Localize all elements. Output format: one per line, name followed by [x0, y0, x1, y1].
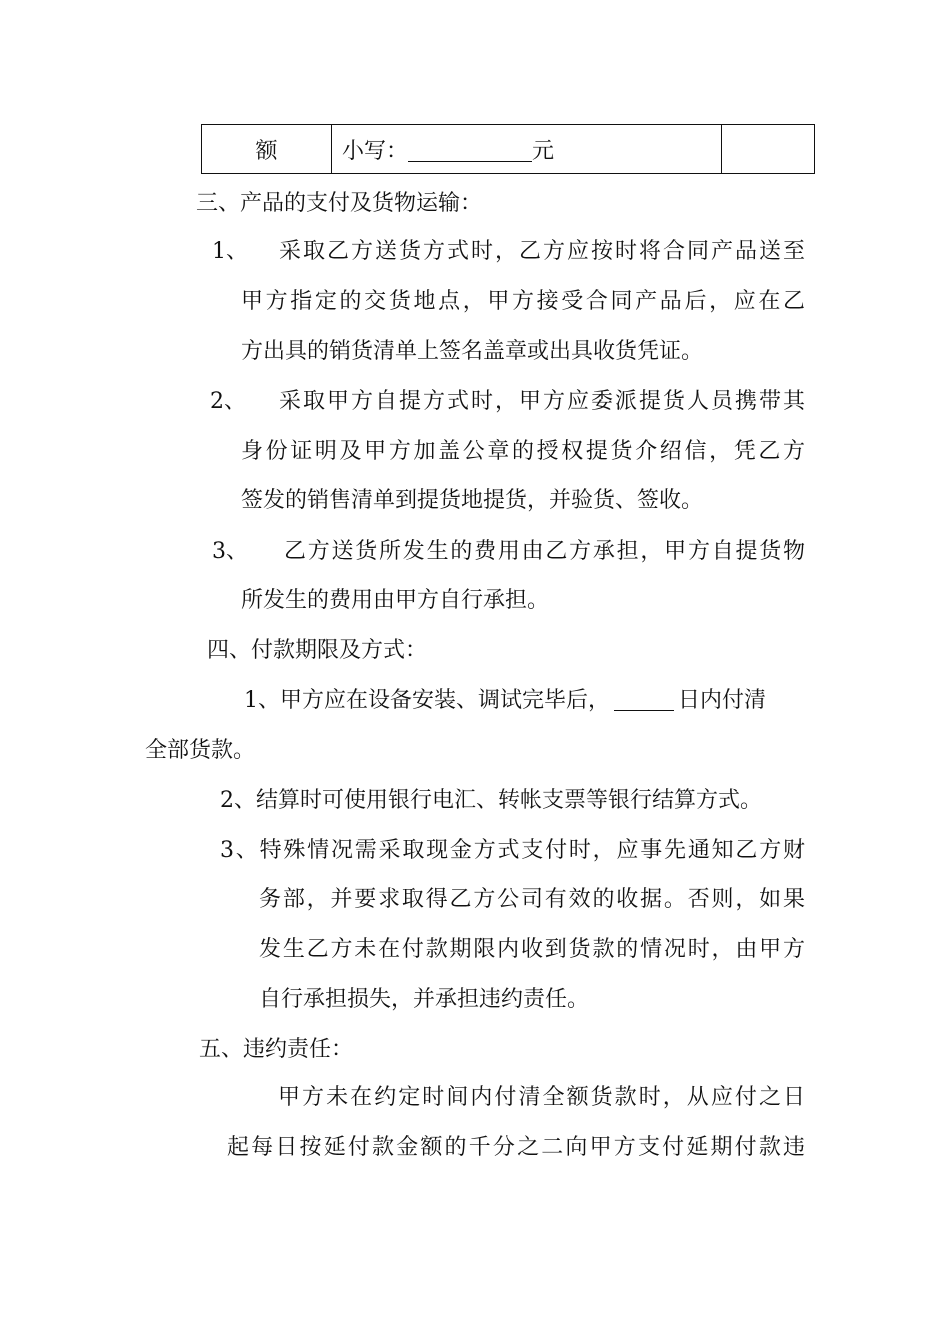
amount-table-row — [201, 124, 815, 174]
section3-item3-number: 3、 — [212, 539, 248, 564]
amount-empty-cell — [722, 125, 814, 173]
amount-blank[interactable] — [408, 137, 532, 162]
section4-item1-line1 — [244, 686, 805, 716]
section3-item3-line2: 所发生的费用由甲方自行承担。 — [241, 588, 550, 613]
amount-label-cell — [202, 125, 332, 173]
section3-item1-line3: 方出具的销货清单上签名盖章或出具收货凭证。 — [241, 339, 704, 364]
amount-label: 额 — [255, 138, 278, 164]
section4-item1-before: 1、甲方应在设备安装、调试完毕后， — [244, 688, 610, 713]
section4-heading: 四、付款期限及方式： — [207, 638, 428, 663]
section3-item2-number: 2、 — [210, 389, 246, 414]
section4-item3-line1: 3、特殊情况需采取现金方式支付时，应事先通知乙方财 — [220, 838, 805, 863]
section4-item1-after: 日内付清 — [678, 688, 767, 713]
section5-heading: 五、违约责任： — [199, 1037, 354, 1062]
section3-item2-line3: 签发的销售清单到提货地提货，并验货、签收。 — [241, 488, 704, 513]
section4-item1-line2: 全部货款。 — [145, 738, 256, 763]
section3-heading: 三、产品的支付及货物运输： — [196, 191, 483, 216]
section3-item1-line1: 采取乙方送货方式时，乙方应按时将合同产品送至 — [279, 239, 805, 264]
section4-item2: 2、结算时可使用银行电汇、转帐支票等银行结算方式。 — [220, 788, 762, 813]
section3-item2-line1: 采取甲方自提方式时，甲方应委派提货人员携带其 — [279, 389, 805, 414]
lower-case-label: 小写： — [342, 138, 409, 164]
section3-item1-line2: 甲方指定的交货地点，甲方接受合同产品后，应在乙 — [241, 289, 805, 314]
section4-item3-line4: 自行承担损失，并承担违约责任。 — [259, 987, 590, 1012]
section5-line1: 甲方未在约定时间内付清全额货款时，从应付之日 — [278, 1085, 805, 1110]
section4-item3-line3: 发生乙方未在付款期限内收到货款的情况时，由甲方 — [259, 937, 805, 962]
days-blank[interactable] — [614, 686, 674, 711]
amount-unit: 元 — [532, 138, 555, 164]
amount-lower-case-cell — [332, 125, 722, 173]
section3-item2-line2: 身份证明及甲方加盖公章的授权提货介绍信，凭乙方 — [241, 439, 805, 464]
section3-item3-line1: 乙方送货所发生的费用由乙方承担，甲方自提货物 — [284, 539, 805, 564]
section5-line2: 起每日按延付款金额的千分之二向甲方支付延期付款违 — [227, 1135, 805, 1160]
section4-item3-line2: 务部，并要求取得乙方公司有效的收据。否则，如果 — [259, 887, 805, 912]
section3-item1-number: 1、 — [212, 239, 248, 264]
